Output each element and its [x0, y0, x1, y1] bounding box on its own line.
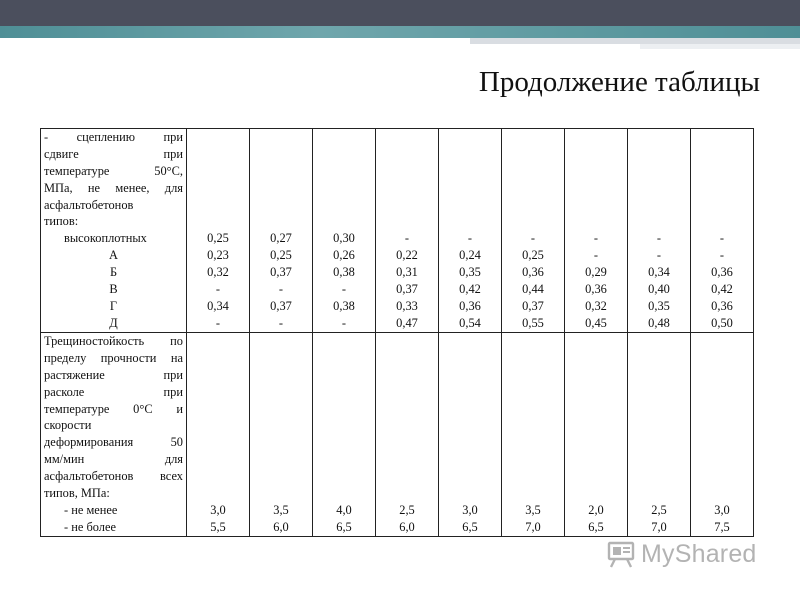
description-cell [41, 129, 187, 333]
value-text: - [530, 231, 536, 246]
description-line: расколе при [44, 384, 183, 399]
value-text: 3,0 [462, 502, 478, 517]
value-text: 0,29 [585, 265, 607, 280]
value-text: 7,0 [651, 519, 667, 534]
description-line: типов, МПа: [44, 486, 110, 501]
value-text: 0,38 [333, 298, 355, 313]
myshared-logo [606, 538, 757, 570]
value-cell [565, 129, 628, 333]
value-cell [691, 129, 754, 333]
value-text: 0,42 [711, 282, 733, 297]
value-cell [628, 333, 691, 537]
value-text: 6,0 [399, 519, 415, 534]
value-text: 0,27 [270, 231, 292, 246]
value-text: 0,36 [585, 282, 607, 297]
value-text: - [215, 282, 221, 297]
value-text: 0,25 [270, 248, 292, 263]
description-line: температуре 50°С, [44, 163, 183, 178]
value-cell [439, 333, 502, 537]
value-text: 0,32 [207, 265, 229, 280]
value-text: 3,0 [210, 502, 226, 517]
value-text: 0,32 [585, 298, 607, 313]
value-text: 6,5 [588, 519, 604, 534]
value-cell [187, 333, 250, 537]
value-text: 7,0 [525, 519, 541, 534]
value-text: - [215, 315, 221, 330]
value-text: 0,47 [396, 315, 418, 330]
description-line: МПа, не менее, для [44, 180, 183, 195]
value-text: 0,40 [648, 282, 670, 297]
value-text: - [656, 231, 662, 246]
description-line: пределу прочности на [44, 350, 183, 365]
value-text: 3,0 [714, 502, 730, 517]
header-light-stripe-short [640, 44, 800, 49]
value-cell [376, 129, 439, 333]
presentation-board-icon [606, 539, 636, 569]
value-text: 0,25 [522, 248, 544, 263]
value-text: - [719, 231, 725, 246]
value-text: 2,0 [588, 502, 604, 517]
description-line: Д [109, 315, 118, 330]
value-text: 0,36 [711, 265, 733, 280]
table-row [41, 333, 754, 537]
value-text: 0,26 [333, 248, 355, 263]
value-text: 0,30 [333, 231, 355, 246]
description-line: - не менее [64, 502, 118, 517]
value-text: 3,5 [273, 502, 289, 517]
value-text: 0,48 [648, 315, 670, 330]
description-line: растяжение при [44, 367, 183, 382]
value-cell [502, 129, 565, 333]
description-line: деформирования 50 [44, 435, 183, 450]
value-text: 0,25 [207, 231, 229, 246]
description-line: сдвиге при [44, 146, 183, 161]
value-cell [313, 333, 376, 537]
description-line: асфальтобетонов всех [44, 469, 183, 484]
value-cell [313, 129, 376, 333]
value-text: 0,33 [396, 298, 418, 313]
value-text: 0,35 [459, 265, 481, 280]
value-cell [439, 129, 502, 333]
description-line: скорости [44, 418, 92, 433]
value-text: - [278, 282, 284, 297]
value-text: 0,42 [459, 282, 481, 297]
value-text: 0,37 [522, 298, 544, 313]
description-line: В [109, 282, 118, 297]
value-text: 0,35 [648, 298, 670, 313]
value-text: - [593, 231, 599, 246]
value-text: 2,5 [399, 502, 415, 517]
description-line: температуре 0°С и [44, 401, 183, 416]
value-text: 0,37 [270, 265, 292, 280]
value-text: 2,5 [651, 502, 667, 517]
value-text: 0,37 [396, 282, 418, 297]
value-cell [502, 333, 565, 537]
header-accent-stripe [0, 26, 800, 38]
description-cell [41, 333, 187, 537]
description-line: Б [109, 265, 118, 280]
value-text: 5,5 [210, 519, 226, 534]
value-text: 0,55 [522, 315, 544, 330]
value-text: 0,36 [522, 265, 544, 280]
value-text: 0,23 [207, 248, 229, 263]
description-line: - не более [64, 519, 116, 534]
description-line: Трещиностойкость по [44, 334, 183, 348]
value-text: 0,50 [711, 315, 733, 330]
value-text: 4,0 [336, 502, 352, 517]
value-text: 0,54 [459, 315, 481, 330]
description-line: асфальтобетонов [44, 197, 134, 212]
value-text: - [719, 248, 725, 263]
value-cell [250, 129, 313, 333]
value-cell [250, 333, 313, 537]
value-cell [691, 333, 754, 537]
value-text: 3,5 [525, 502, 541, 517]
value-cell [376, 333, 439, 537]
value-text: - [593, 248, 599, 263]
value-text: 0,38 [333, 265, 355, 280]
value-text: 6,5 [462, 519, 478, 534]
value-cell [628, 129, 691, 333]
value-cell [187, 129, 250, 333]
value-text: 6,5 [336, 519, 352, 534]
value-text: 0,36 [711, 298, 733, 313]
slide-title: Продолжение таблицы [478, 66, 760, 98]
value-text: 7,5 [714, 519, 730, 534]
logo-text: MyShared [641, 539, 757, 568]
value-cell [565, 333, 628, 537]
value-text: - [341, 315, 347, 330]
table-row [41, 129, 754, 333]
description-line: высокоплотных [64, 231, 147, 246]
data-table [40, 128, 754, 537]
value-text: - [341, 282, 347, 297]
value-text: 6,0 [273, 519, 289, 534]
description-line: А [109, 248, 118, 263]
value-text: 0,37 [270, 298, 292, 313]
value-text: 0,44 [522, 282, 544, 297]
value-text: - [278, 315, 284, 330]
value-text: - [467, 231, 473, 246]
value-text: 0,24 [459, 248, 481, 263]
header-bar [0, 0, 800, 26]
value-text: 0,36 [459, 298, 481, 313]
value-text: 0,34 [207, 298, 229, 313]
description-line: мм/мин для [44, 452, 183, 467]
value-text: 0,45 [585, 315, 607, 330]
value-text: - [404, 231, 410, 246]
value-text: 0,31 [396, 265, 418, 280]
description-line: - сцеплению при [44, 130, 183, 144]
description-line: типов: [44, 214, 79, 229]
description-line: Г [109, 298, 118, 313]
value-text: 0,22 [396, 248, 418, 263]
value-text: 0,34 [648, 265, 670, 280]
value-text: - [656, 248, 662, 263]
